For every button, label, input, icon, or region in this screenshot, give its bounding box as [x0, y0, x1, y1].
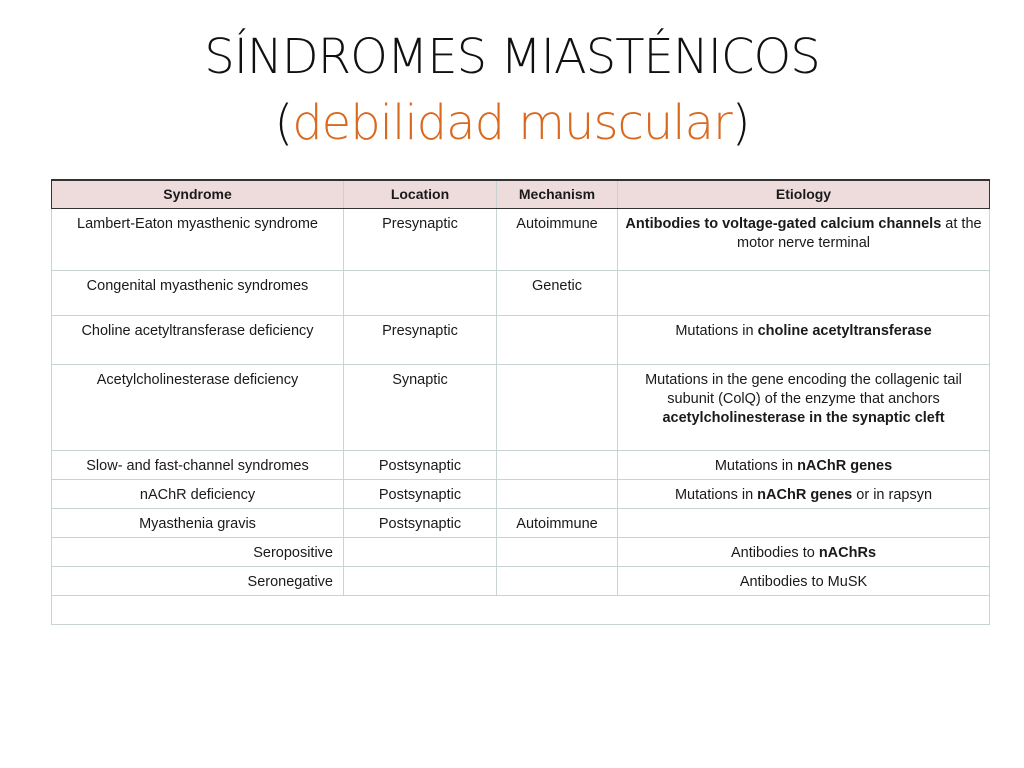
header-mechanism: Mechanism — [497, 180, 618, 209]
cell-etiology — [618, 271, 990, 316]
cell-syndrome: Acetylcholinesterase deficiency — [52, 365, 344, 451]
cell-syndrome: Choline acetyltransferase deficiency — [52, 316, 344, 365]
header-syndrome: Syndrome — [52, 180, 344, 209]
etiology-bold: nAChR genes — [797, 458, 893, 474]
cell-location: Presynaptic — [344, 316, 497, 365]
cell-mechanism — [497, 567, 618, 596]
cell-empty — [52, 596, 990, 625]
cell-location: Synaptic — [344, 365, 497, 451]
etiology-pre: Mutations in — [675, 323, 758, 339]
cell-mechanism — [497, 365, 618, 451]
table-row — [52, 271, 990, 316]
table-row-empty — [52, 596, 990, 625]
cell-syndrome: Myasthenia gravis — [52, 509, 344, 538]
cell-location — [344, 271, 497, 316]
cell-mechanism: Genetic — [497, 271, 618, 316]
cell-syndrome: Seropositive — [52, 538, 344, 567]
cell-mechanism — [497, 451, 618, 480]
table-row — [52, 538, 990, 567]
table-row — [52, 451, 990, 480]
etiology-bold: nAChR genes — [757, 487, 853, 503]
table-row — [52, 316, 990, 365]
cell-mechanism — [497, 480, 618, 509]
etiology-pre: Antibodies to — [730, 545, 819, 561]
table-row — [52, 209, 990, 271]
cell-syndrome: Slow- and fast-channel syndromes — [52, 451, 344, 480]
cell-etiology — [618, 509, 990, 538]
cell-mechanism — [497, 538, 618, 567]
title-line-1: SÍNDROMES MIASTÉNICOS — [204, 29, 820, 85]
syndrome-table — [51, 179, 990, 625]
slide-title — [0, 24, 1024, 156]
header-location: Location — [344, 180, 497, 209]
cell-location — [344, 567, 497, 596]
cell-etiology — [618, 480, 990, 509]
cell-location: Postsynaptic — [344, 509, 497, 538]
table-row — [52, 509, 990, 538]
table-row — [52, 567, 990, 596]
etiology-post: at the motor nerve terminal — [737, 216, 982, 251]
cell-mechanism — [497, 316, 618, 365]
table-row — [52, 480, 990, 509]
cell-syndrome: Seronegative — [52, 567, 344, 596]
table-header-row — [52, 180, 990, 209]
title-accent: debilidad muscular — [292, 95, 732, 151]
title-open-paren: ( — [274, 95, 293, 151]
cell-location: Postsynaptic — [344, 480, 497, 509]
table-row — [52, 365, 990, 451]
etiology-post: or in rapsyn — [852, 487, 933, 503]
etiology-bold: Antibodies to voltage-gated calcium channels — [625, 216, 942, 232]
cell-location — [344, 538, 497, 567]
etiology-pre: Mutations in — [674, 487, 758, 503]
title-line-2 — [0, 90, 1024, 156]
cell-syndrome: Lambert-Eaton myasthenic syndrome — [52, 209, 344, 271]
etiology-bold: nAChRs — [818, 545, 877, 561]
cell-mechanism: Autoimmune — [497, 509, 618, 538]
cell-etiology — [618, 365, 990, 451]
cell-location: Postsynaptic — [344, 451, 497, 480]
etiology-pre: Mutations in — [714, 458, 798, 474]
cell-etiology — [618, 316, 990, 365]
title-close-paren: ) — [731, 95, 750, 151]
cell-mechanism: Autoimmune — [497, 209, 618, 271]
cell-etiology: Antibodies to MuSK — [618, 567, 990, 596]
etiology-bold: choline acetyltransferase — [757, 323, 932, 339]
etiology-pre: Mutations in the gene encoding the collagenic tail subunit (ColQ) of the enzyme that anchors — [645, 372, 962, 407]
cell-syndrome: nAChR deficiency — [52, 480, 344, 509]
header-etiology: Etiology — [618, 180, 990, 209]
etiology-bold: acetylcholinesterase in the synaptic cleft — [662, 410, 945, 426]
cell-etiology — [618, 451, 990, 480]
cell-etiology — [618, 538, 990, 567]
cell-etiology — [618, 209, 990, 271]
cell-syndrome: Congenital myasthenic syndromes — [52, 271, 344, 316]
cell-location: Presynaptic — [344, 209, 497, 271]
